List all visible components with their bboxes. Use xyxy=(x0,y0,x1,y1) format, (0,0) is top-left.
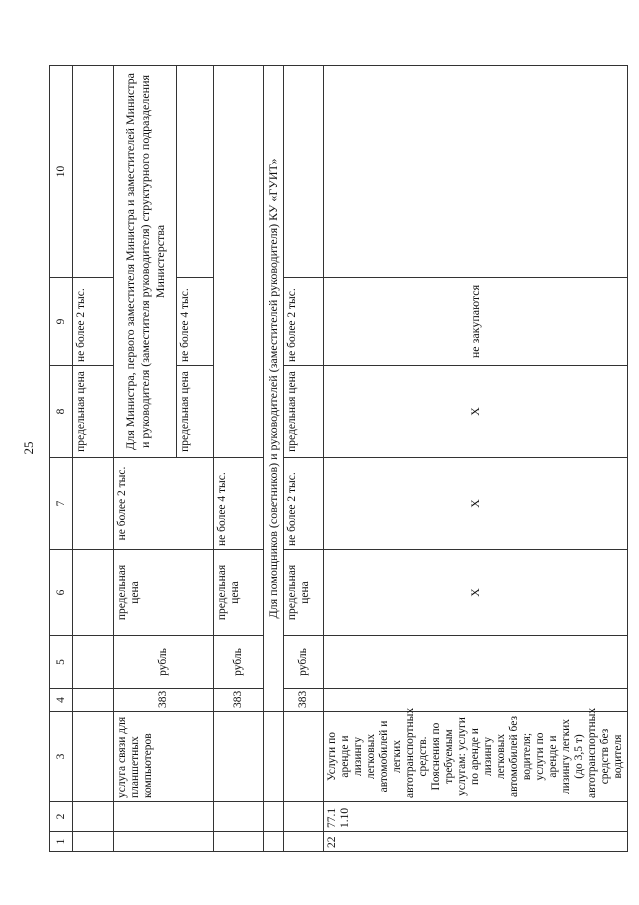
header-cell: 8 xyxy=(50,366,73,458)
table-row-assistants xyxy=(284,66,324,852)
unit-name-cell: рубль xyxy=(284,636,324,689)
unit-code-cell: 383 xyxy=(284,689,324,712)
table-cell: не более 2 тыс. xyxy=(73,278,114,366)
unit-code-cell: 383 xyxy=(214,689,264,712)
service-name-cell: Услуги по аренде и лизингу легковых автомобилей и легких автотранспортных средств. Пояснения по требуемым услугам: услуги по аренде и лизингу легковых автомобилей без водителя; услуги по аренде и лизингу легких (до 3,5 т) автотранспортных средств без водителя xyxy=(324,712,628,802)
category-banner-minister: Для Министра, первого заместителя Министра и заместителей Министра и руководителя (заместителя руководителя) структурного подразделения Министерства xyxy=(114,66,177,458)
service-name-cell: услуга связи для планшетных компьютеров xyxy=(114,712,214,802)
table-cell: предельная цена xyxy=(73,366,114,458)
table-row-minister-values xyxy=(214,66,264,852)
header-cell: 5 xyxy=(50,636,73,689)
header-row xyxy=(50,66,73,852)
header-cell: 4 xyxy=(50,689,73,712)
category-banner-assistants: Для помощников (советников) и руководителей (заместителей руководителя) КУ «ГУИТ» xyxy=(264,66,284,712)
table-cell: предельная цена xyxy=(284,366,324,458)
table-cell: не закупаются xyxy=(324,278,628,366)
okpd-code-cell: 77.11.10 xyxy=(324,802,628,832)
table-cell: X xyxy=(324,366,628,458)
table-cell: не более 4 тыс. xyxy=(177,278,214,366)
table-cell: предельная цена xyxy=(177,366,214,458)
table-cell: не более 2 тыс. xyxy=(114,458,214,550)
header-cell: 3 xyxy=(50,712,73,802)
table-row-22 xyxy=(324,66,628,852)
header-cell: 9 xyxy=(50,278,73,366)
requirements-table xyxy=(49,65,628,852)
row-number-cell: 22 xyxy=(324,832,628,852)
header-cell: 10 xyxy=(50,66,73,278)
page-number: 25 xyxy=(21,441,36,455)
table-cell: X xyxy=(324,550,628,636)
table-row-top xyxy=(73,66,114,852)
table-cell: предельная цена xyxy=(284,550,324,636)
table-cell: предельная цена xyxy=(114,550,214,636)
table-cell: X xyxy=(324,458,628,550)
header-cell: 2 xyxy=(50,802,73,832)
table-cell: не более 2 тыс. xyxy=(284,458,324,550)
unit-name-cell: рубль xyxy=(214,636,264,689)
header-cell: 6 xyxy=(50,550,73,636)
header-cell: 1 xyxy=(50,832,73,852)
table-cell: предельная цена xyxy=(214,550,264,636)
category-row-assistants xyxy=(264,66,284,852)
header-cell: 7 xyxy=(50,458,73,550)
table-row-tablet xyxy=(114,66,177,852)
unit-code-cell: 383 xyxy=(114,689,214,712)
table-cell: не более 4 тыс. xyxy=(214,458,264,550)
rotated-table-page xyxy=(49,66,624,852)
table-cell: не более 2 тыс. xyxy=(284,278,324,366)
unit-name-cell: рубль xyxy=(114,636,214,689)
